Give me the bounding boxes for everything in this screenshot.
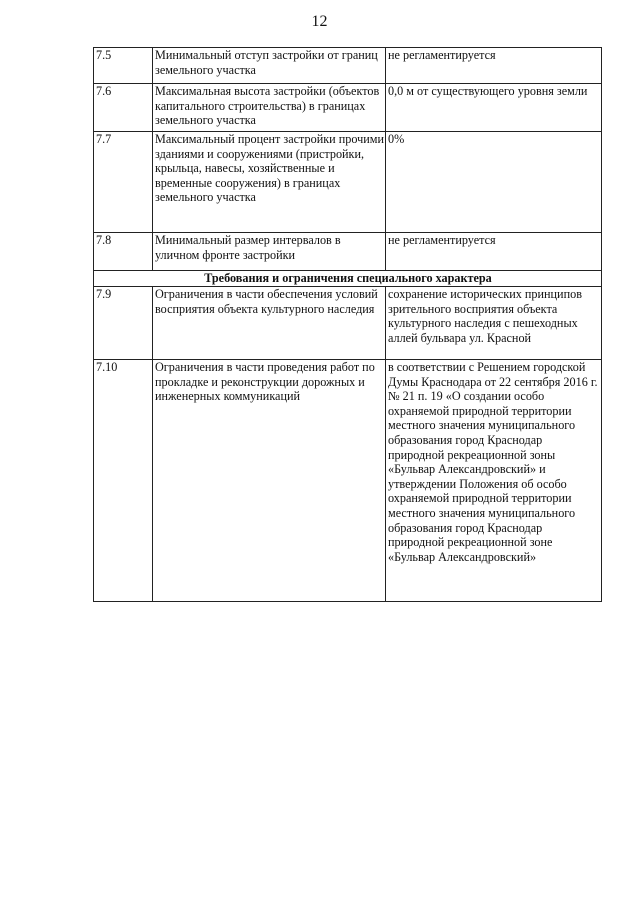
table-row bbox=[94, 84, 602, 132]
parameter-name: Максимальный процент застройки прочими зданиями и сооружениями (пристройки, крыльца, навесы, хозяйственные и временные сооружения) в границах земельного участка bbox=[153, 132, 386, 233]
parameter-name: Ограничения в части проведения работ по прокладке и реконструкции дорожных и инженерных коммуникаций bbox=[153, 360, 386, 602]
table-row bbox=[94, 48, 602, 84]
parameter-name: Минимальный размер интервалов в уличном фронте застройки bbox=[153, 233, 386, 271]
regulations-table bbox=[93, 47, 602, 602]
parameter-value: сохранение исторических принципов зрительного восприятия объекта культурного наследия с пешеходных аллей бульвара ул. Красной bbox=[386, 287, 602, 360]
row-number: 7.6 bbox=[94, 84, 153, 132]
row-number: 7.7 bbox=[94, 132, 153, 233]
parameter-value: не регламентируется bbox=[386, 48, 602, 84]
parameter-name: Минимальный отступ застройки от границ земельного участка bbox=[153, 48, 386, 84]
row-number: 7.10 bbox=[94, 360, 153, 602]
table-row bbox=[94, 287, 602, 360]
parameter-name: Максимальная высота застройки (объектов капитального строительства) в границах земельного участка bbox=[153, 84, 386, 132]
row-number: 7.5 bbox=[94, 48, 153, 84]
section-title: Требования и ограничения специального характера bbox=[94, 271, 602, 287]
parameter-name: Ограничения в части обеспечения условий восприятия объекта культурного наследия bbox=[153, 287, 386, 360]
table-row bbox=[94, 360, 602, 602]
table-row bbox=[94, 233, 602, 271]
row-number: 7.9 bbox=[94, 287, 153, 360]
parameter-value: не регламентируется bbox=[386, 233, 602, 271]
page-number: 12 bbox=[311, 13, 328, 30]
table-row bbox=[94, 132, 602, 233]
row-number: 7.8 bbox=[94, 233, 153, 271]
parameter-value: в соответствии с Решением городской Думы Краснодара от 22 сентября 2016 г. № 21 п. 19 «О создании особо охраняемой природной территории местного значения муниципального образования город Краснодар природной рекреационной зоны «Бульвар Александровский» и утверждении Положения об особо охраняемой природной территории местного значения муниципального образования город Краснодар природной рекреационной зоне «Бульвар Александровский» bbox=[386, 360, 602, 602]
parameter-value: 0,0 м от существующего уровня земли bbox=[386, 84, 602, 132]
parameter-value: 0% bbox=[386, 132, 602, 233]
section-header-row bbox=[94, 271, 602, 287]
